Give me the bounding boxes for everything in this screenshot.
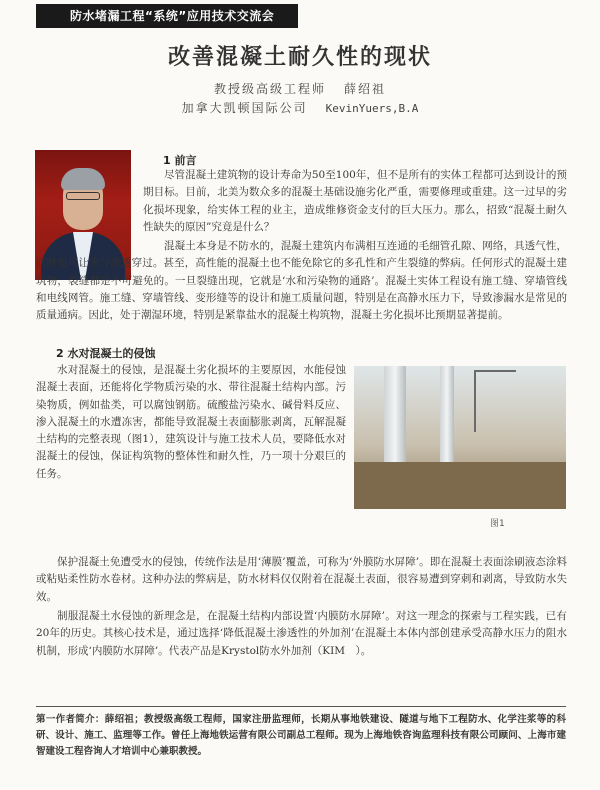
- author-footnote: 第一作者简介：薛绍祖；教授级高级工程师，国家注册监理师，长期从事地铁建设、隧道与地下工程防水、化学注浆等的科研、设计、施工、监理等工作。曾任上海地铁运营有限公司副总工程师。现为上海地铁咨询监理科技有限公司顾问、上海市建智建设工程咨询人才培训中心兼职教授。: [36, 714, 566, 757]
- author-company: 加拿大凯顿国际公司: [181, 101, 308, 115]
- portrait-hair: [61, 168, 105, 190]
- portrait-glasses: [66, 192, 100, 200]
- conference-header-text: 防水堵漏工程“系统”应用技术交流会: [70, 9, 275, 23]
- author-line: [0, 80, 600, 97]
- section-2-paragraph-3: 制服混凝土水侵蚀的新理念是，在混凝土结构内部设置‘内膜防水屏障’。对这一理念的探索与工程实践，已有20年的历史。其核心技术是，通过选择‘降低混凝土渗透性的外加剂’在混凝土本体内部创建承受高静水压力的阻水机制，形成‘内膜防水屏障’。代表产品是Krystol防水外加剂（KIM ）。: [36, 610, 567, 657]
- section-2-heading: 2 水对混凝土的侵蚀: [56, 347, 156, 360]
- affiliation-line: [0, 99, 600, 116]
- section-2-paragraph-2: 保护混凝土免遭受水的侵蚀，传统作法是用‘薄膜’覆盖，可称为‘外膜防水屏障’。即在混凝土表面涂刷液态涂料或粘贴柔性防水卷材。这种办法的弊病是，防水材料仅仅附着在混凝土表面，很容易遭到穿刺和剥离，导致防水失效。: [36, 556, 567, 603]
- figure-1-photo: [354, 366, 566, 509]
- photo-ground: [354, 462, 566, 509]
- author-name: 薛绍祖: [344, 82, 387, 96]
- section-1-heading: 1 前言: [163, 154, 197, 167]
- coauthor-name: KevinYuers,B.A: [325, 102, 419, 115]
- section-1-paragraph-1: 尽管混凝土建筑物的设计寿命为50至100年，但不是所有的实体工程都可达到设计的预期目标。目前，北美为数众多的混凝土基础设施劣化严重，需要修理或重建。这一过早的劣化损坏现象，给实体工程的业主，造成维修资金支付的巨大压力。那么，招致“混凝土耐久性缺失的原因”究竟是什么？: [143, 169, 567, 233]
- conference-header-band: [36, 4, 298, 28]
- footnote-divider: [36, 706, 566, 707]
- author-title: 教授级高级工程师: [213, 82, 326, 96]
- section-1-paragraph-2: 混凝土本身是不防水的，混凝土建筑内布满相互连通的毛细管孔隙、网络，具透气性，同时也可让水分渗透穿过。甚至，高性能的混凝土也不能免除它的多孔性和产生裂缝的弊病。任何形式的混凝土建筑物，裂缝都是不可避免的。一旦裂缝出现，它就是‘水和污染物的通路’。混凝土实体工程设有施工缝、穿墙管线和电线网管。施工缝、穿墙管线、变形缝等的设计和施工质量问题，特别是在高静水压力下，导致渗漏水是常见的质量通病。因此，处于潮湿环境，特别是紧靠盐水的混凝土构筑物，混凝土劣化损坏比预期显著提前。: [36, 240, 567, 322]
- photo-crane: [474, 370, 516, 432]
- section-2-paragraph-1: 水对混凝土的侵蚀，是混凝土劣化损坏的主要原因，水能侵蚀混凝土表面，还能将化学物质污染的水、带往混凝土结构内部。污染物质，例如盐类，可以腐蚀钢筋。硫酸盐污染水、碱骨料反应、渗入混凝土的水遭冻害，都能导致混凝土表面膨胀剥离，瓦解混凝土结构的完整表现（图1），建筑设计与施工技术人员，要降低水对混凝土的侵蚀，保证构筑物的整体性和耐久性，乃一项十分艰巨的任务。: [36, 364, 346, 480]
- article-title: 改善混凝土耐久性的现状: [167, 44, 432, 70]
- figure-1-label: 图1: [490, 519, 505, 529]
